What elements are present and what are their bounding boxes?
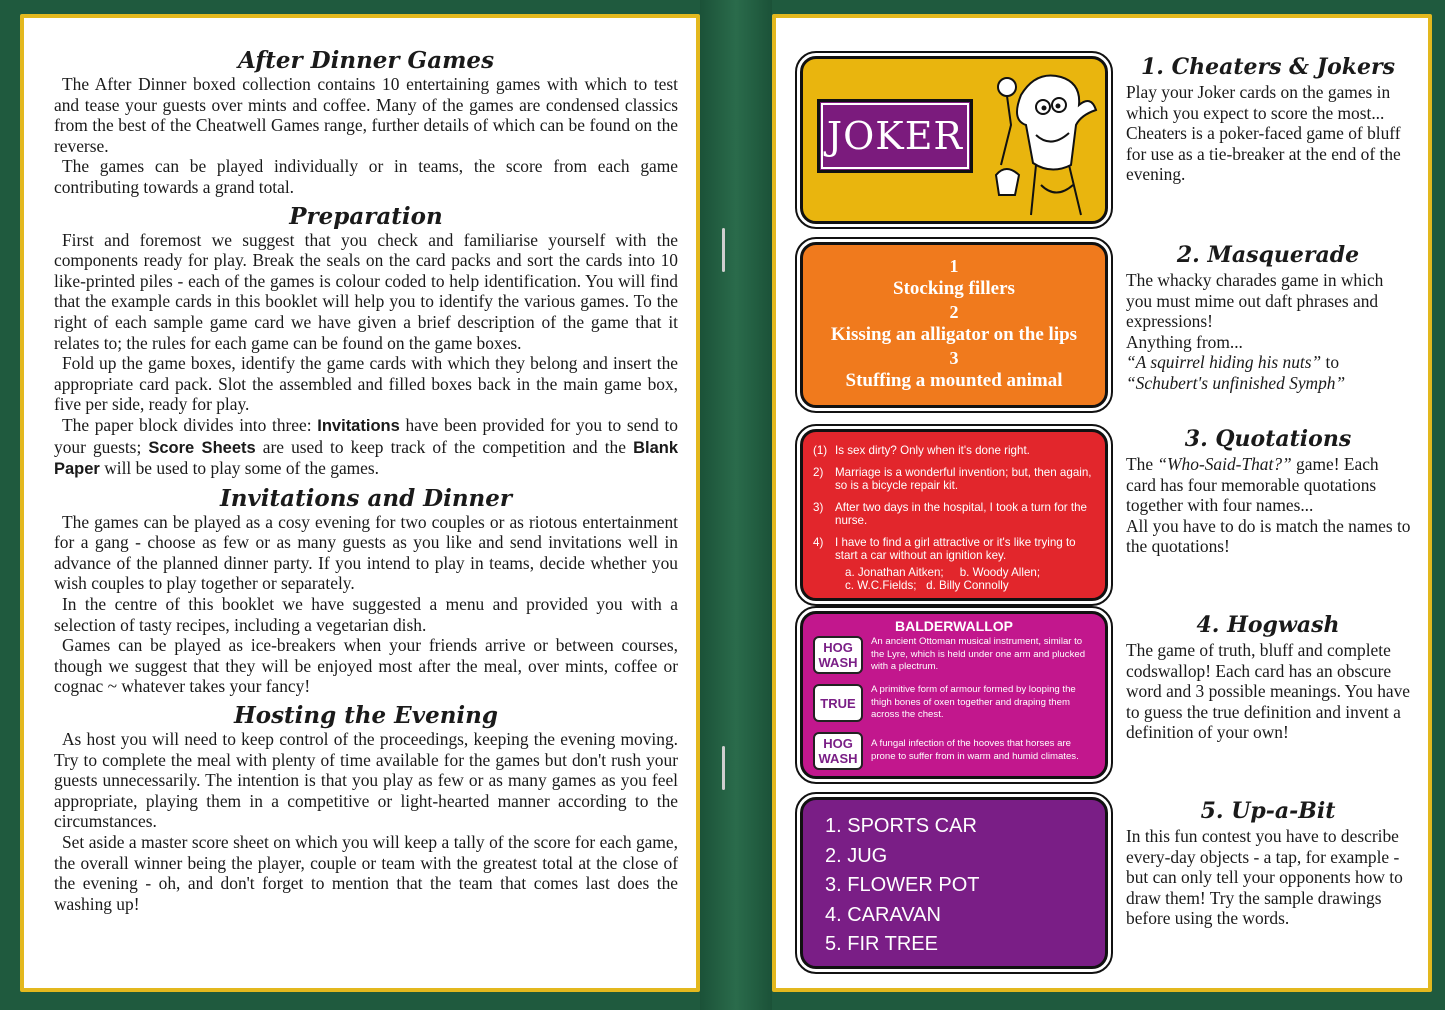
list-item <box>813 536 1095 563</box>
list-item: 5. FIR TREE <box>825 933 938 955</box>
paragraph: As host you will need to keep control of the proceedings, keeping the evening moving. Try to complete the meal with plenty of time available for the games but don't rush your guests unnecessarily. The intention is that you play as few or as many games as you feel appropriate, playing them in a competitive or light-hearted manner according to the circumstances. <box>54 729 678 832</box>
quote-number: 4) <box>813 535 824 549</box>
description-title: 4. Hogwash <box>1196 612 1340 638</box>
paragraph: The games can be played as a cosy evening for two couples or as riotous entertainment for a gang - choose as few or as many guests as you like and send invitations well in advance of the planned dinner party. If you intend to play in teams, decide whether you wish couples to play together or separately. <box>54 511 678 594</box>
quote-number: 3) <box>813 500 824 514</box>
right-page <box>772 14 1432 992</box>
definition-text: A primitive form of armour formed by looping the thigh bones of oxen together and draping them across the chest. <box>871 684 1076 721</box>
description-text: Play your Joker cards on the games in which you expect to score the most... <box>1126 82 1391 123</box>
masquerade-card <box>800 242 1108 408</box>
left-page-content <box>54 46 678 914</box>
hogwash-badge <box>813 636 863 674</box>
description-text: The whacky charades game in which you must mime out daft phrases and expressions! <box>1126 270 1384 332</box>
text-run: The <box>1126 454 1158 474</box>
paragraph: The After Dinner boxed collection contains 10 entertaining games with which to test and tease your guests over mints and coffee. Many of the games are condensed classics from the best of the Cheatwell Games range, further details of which can be found on the reverse. <box>54 74 678 156</box>
description-cheaters-jokers <box>1124 52 1412 185</box>
paragraph: First and foremost we suggest that you check and familiarise yourself with the components ready for play. Break the seals on the card packs and sort the cards into 10 like-printed piles - each of the games is colour coded to help identification. You will find that the example cards in this booklet will help you to identify the various games. To the right of each sample game card we have given a brief description of the game that it relates to; the rules for each game can be found on the game boxes. <box>54 229 678 353</box>
description-title: 3. Quotations <box>1184 426 1352 452</box>
example-phrase: “Schubert's unfinished Symph” <box>1126 372 1346 393</box>
phrase-text: Stocking fillers <box>893 278 1015 299</box>
example-phrase: “A squirrel hiding his nuts” <box>1126 352 1322 373</box>
quote-number: 2) <box>813 465 824 479</box>
badge-line: HOG <box>823 736 853 751</box>
true-badge <box>813 684 863 722</box>
jester-illustration-icon <box>981 65 1101 221</box>
booklet-spine <box>700 0 772 1010</box>
section-title-after-dinner-games: After Dinner Games <box>237 47 495 74</box>
quote-text: I have to find a girl attractive or it's like trying to start a car without an ignition key. <box>835 535 1076 562</box>
spine-staple-bottom <box>722 746 725 790</box>
paragraph: Fold up the game boxes, identify the game cards with which they belong and insert the appropriate card pack. Slot the assembled and filled boxes back in the main game box, five per side, ready for play. <box>54 353 678 415</box>
blank-paper-term: Blank Paper <box>54 438 678 479</box>
invitations-term: Invitations <box>317 416 400 435</box>
description-title: 1. Cheaters & Jokers <box>1141 54 1395 80</box>
badge-line: HOG <box>823 640 853 655</box>
phrase-number: 1 <box>949 256 959 276</box>
game-slogan: “Who-Said-That?” <box>1157 454 1292 474</box>
masquerade-phrases <box>803 255 1105 393</box>
list-item <box>813 466 1095 493</box>
text-run: game! Each card has four memorable quotations together with four names... <box>1126 454 1379 516</box>
quote-author-names <box>813 566 1095 593</box>
description-text: The game of truth, bluff and complete codswallop! Each card has an obscure word and 3 possible meanings. You have to guess the true definition and invent a definition of your own! <box>1126 640 1411 743</box>
text-run: to <box>1321 352 1340 373</box>
description-text <box>1124 454 1412 516</box>
section-title-invitations-and-dinner: Invitations and Dinner <box>219 484 513 512</box>
hogwash-card <box>800 611 1108 779</box>
spine-staple-top <box>722 228 725 272</box>
badge-line: TRUE <box>820 695 856 711</box>
paragraph: Set aside a master score sheet on which you will keep a tally of the score for each game, the overall winner being the player, couple or team with the greatest total at the close of the evening - oh, and don't forget to mention that the team that comes last does the washing up! <box>54 832 678 914</box>
hogwash-definition-row <box>813 732 1097 770</box>
description-text <box>1124 373 1412 394</box>
section-title-preparation: Preparation <box>289 202 443 230</box>
description-text: Cheaters is a poker-faced game of bluff for use as a tie-breaker at the end of the evening. <box>1126 123 1401 185</box>
names-line: a. Jonathan Aitken; b. Woody Allen; <box>845 565 1041 579</box>
description-title: 5. Up-a-Bit <box>1200 798 1336 824</box>
left-page <box>20 14 700 992</box>
joker-label: JOKER <box>817 99 973 173</box>
definition-text: A fungal infection of the hooves that horses are prone to suffer from in warm and humid climates. <box>871 738 1079 762</box>
paper-block-paragraph <box>54 415 678 480</box>
true-definition-row <box>813 684 1097 722</box>
badge-line: WASH <box>818 751 858 766</box>
list-item: 1. SPORTS CAR <box>825 815 977 837</box>
quotations-list <box>813 444 1095 593</box>
text-run: will be used to play some of the games. <box>99 458 380 479</box>
description-quotations <box>1124 424 1412 557</box>
paragraph: Games can be played as ice-breakers when your friends arrive or between courses, though we suggest that they will be enjoyed most after the meal, over mints, coffee or cognac ~ whatever takes your fancy! <box>54 635 678 697</box>
badge-line: WASH <box>818 655 858 670</box>
list-item: 2. JUG <box>825 844 888 867</box>
description-text: In this fun contest you have to describe every-day objects - a tap, for example - but can only tell your opponents how to draw them! Try the sample drawings before using the words. <box>1126 826 1403 929</box>
joker-card <box>800 56 1108 224</box>
description-up-a-bit <box>1124 796 1412 929</box>
hogwash-definition-row <box>813 636 1097 674</box>
up-a-bit-card <box>800 797 1108 969</box>
names-line: c. W.C.Fields; d. Billy Connolly <box>845 579 1009 592</box>
section-title-hosting-the-evening: Hosting the Evening <box>234 702 498 730</box>
phrase-text: Stuffing a mounted animal <box>845 370 1063 391</box>
phrase-number: 3 <box>949 348 959 368</box>
description-text <box>1124 352 1412 373</box>
paragraph: In the centre of this booklet we have suggested a menu and provided you with a selection of tasty recipes, including a vegetarian dish. <box>54 594 678 635</box>
description-masquerade <box>1124 240 1412 394</box>
quote-text: Is sex dirty? Only when it's done right. <box>835 444 1030 457</box>
text-run: are used to keep track of the competition and the <box>255 436 634 457</box>
definition-text: An ancient Ottoman musical instrument, similar to the Lyre, which is held under one arm and plucked with a plectrum. <box>871 636 1086 673</box>
description-text: Anything from... <box>1126 331 1243 352</box>
hogwash-badge <box>813 732 863 770</box>
hogwash-word: BALDERWALLOP <box>895 618 1013 634</box>
paragraph: The games can be played individually or in teams, the score from each game contributing towards a grand total. <box>54 156 678 197</box>
text-run: have been provided for you to send to your guests; <box>54 414 678 457</box>
quotations-card <box>800 429 1108 601</box>
up-a-bit-words <box>825 812 979 960</box>
quote-text: Marriage is a wonderful invention; but, then again, so is a bicycle repair kit. <box>835 465 1092 492</box>
list-item: 3. FLOWER POT <box>825 874 980 896</box>
phrase-text: Kissing an alligator on the lips <box>830 324 1078 345</box>
list-item <box>813 501 1095 528</box>
list-item <box>813 444 1095 458</box>
phrase-number: 2 <box>949 302 959 322</box>
description-text: All you have to do is match the names to the quotations! <box>1126 515 1411 557</box>
score-sheets-term: Score Sheets <box>148 438 256 457</box>
description-title: 2. Masquerade <box>1176 242 1360 268</box>
quote-text: After two days in the hospital, I took a turn for the nurse. <box>835 500 1087 527</box>
quote-number: (1) <box>813 444 828 457</box>
text-run: The paper block divides into three: <box>62 414 318 435</box>
description-hogwash <box>1124 610 1412 743</box>
list-item: 4. CARAVAN <box>825 903 941 926</box>
